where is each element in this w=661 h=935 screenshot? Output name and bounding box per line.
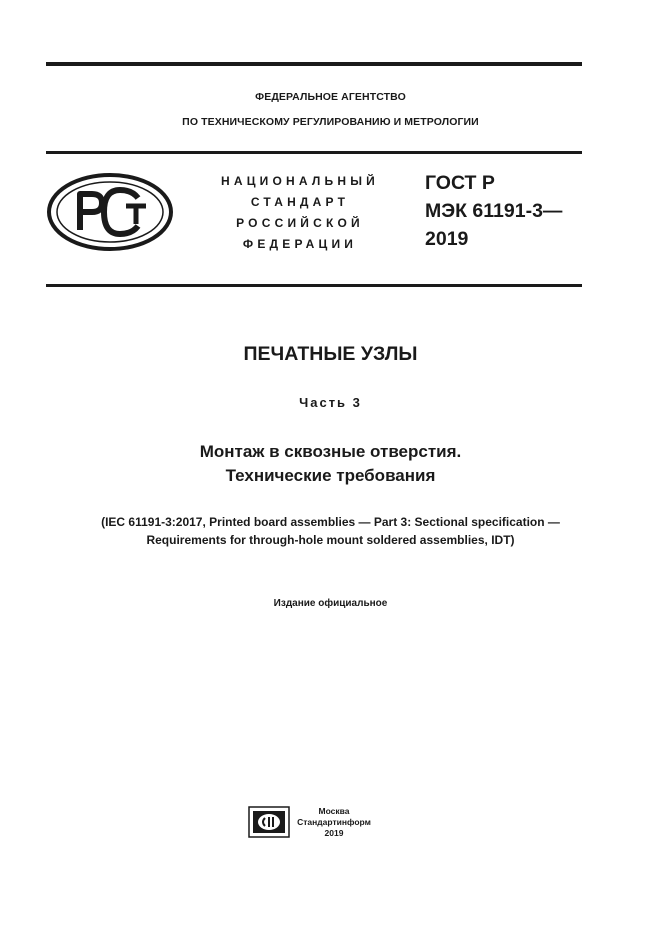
- agency-line-1: ФЕДЕРАЛЬНОЕ АГЕНТСТВО: [255, 91, 406, 103]
- header-rule: [46, 151, 582, 154]
- agency-line-2: ПО ТЕХНИЧЕСКОМУ РЕГУЛИРОВАНИЮ И МЕТРОЛОГИИ: [182, 116, 479, 128]
- subtitle-line-1: Монтаж в сквозные отверстия.: [199, 442, 462, 461]
- international-reference-line-2: Requirements for through-hole mount soldered assemblies, IDT): [146, 533, 515, 547]
- document-part: Часть 3: [299, 395, 362, 410]
- standard-type-line-4: ФЕДЕРАЦИИ: [242, 237, 358, 251]
- publisher-year: 2019: [324, 828, 344, 838]
- document-subtitle: [0, 440, 661, 488]
- standard-type-line-2: СТАНДАРТ: [250, 195, 350, 209]
- international-reference: [0, 513, 661, 549]
- publisher-city: Москва: [318, 806, 350, 816]
- standard-type-line-3: РОССИЙСКОЙ: [236, 216, 364, 230]
- designation-line-3: 2019: [425, 228, 469, 250]
- header-bottom-rule: [46, 284, 582, 287]
- designation-line-2: МЭК 61191-3—: [425, 200, 563, 222]
- publisher-info: [294, 806, 374, 839]
- standartinform-logo-icon: [248, 806, 290, 838]
- international-reference-line-1: (IEC 61191-3:2017, Printed board assemblies — Part 3: Sectional specification —: [101, 515, 560, 529]
- rst-certification-logo-icon: [46, 172, 174, 252]
- publisher-name: Стандартинформ: [297, 817, 371, 827]
- designation-line-1: ГОСТ Р: [425, 172, 495, 194]
- document-title: ПЕЧАТНЫЕ УЗЛЫ: [243, 343, 418, 365]
- top-rule: [46, 62, 582, 66]
- edition-label: Издание официальное: [273, 598, 388, 609]
- standard-type: [196, 171, 404, 255]
- standard-type-line-1: НАЦИОНАЛЬНЫЙ: [220, 174, 380, 188]
- standard-designation: [425, 169, 562, 253]
- subtitle-line-2: Технические требования: [225, 466, 436, 485]
